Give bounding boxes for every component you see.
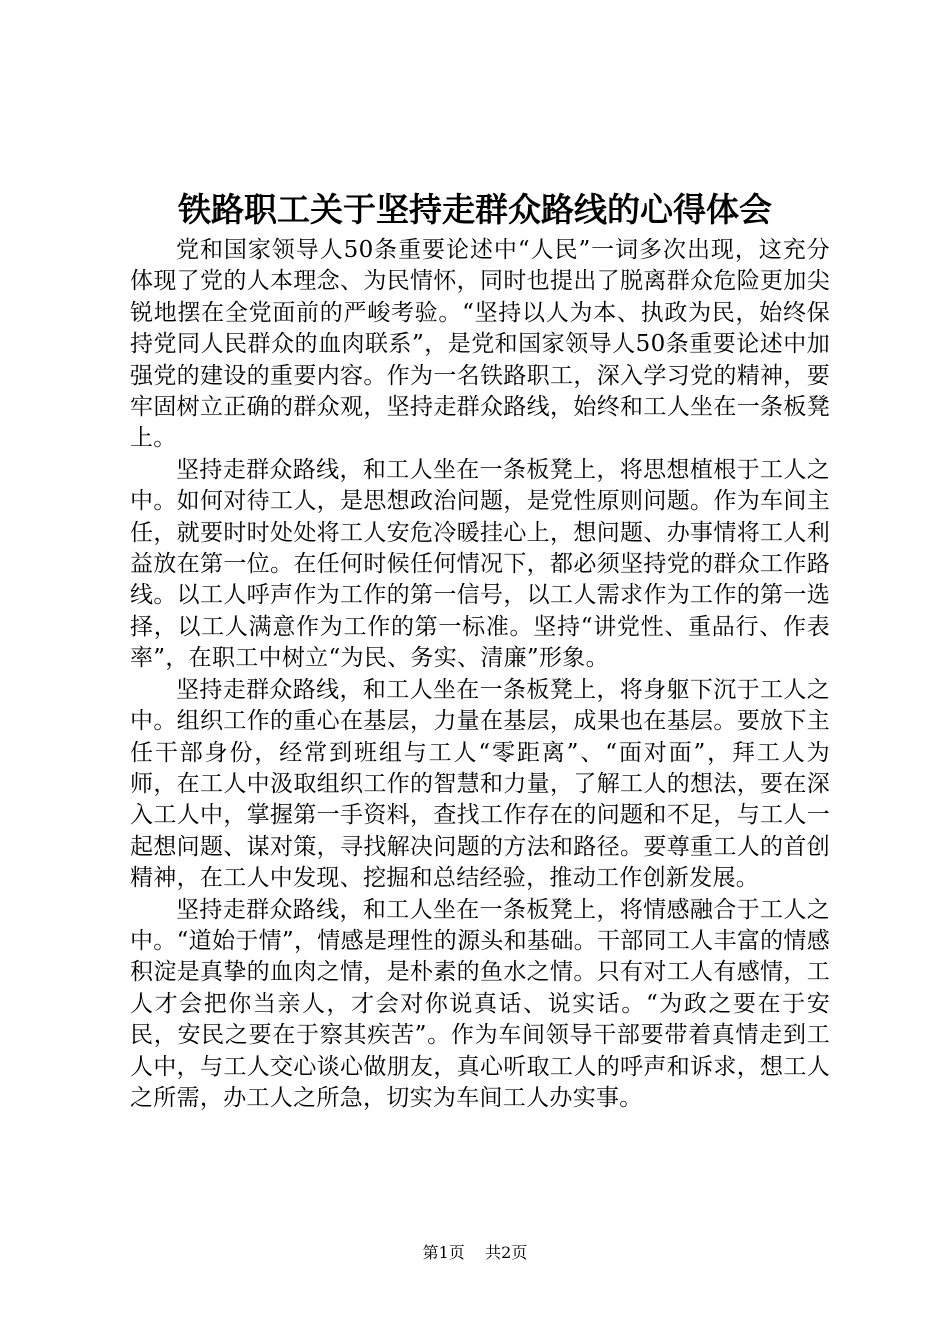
document-title: 铁路职工关于坚持走群众路线的心得体会 (178, 190, 772, 229)
page-number-current: 第1页 (422, 1243, 465, 1262)
paragraph-3: 坚持走群众路线，和工人坐在一条板凳上，将身躯下沉于工人之中。组织工作的重心在基层，力量在基层，成果也在基层。要放下主任干部身份，经常到班组与工人“零距离”、“面对面”，拜工人为师，在工人中汲取组织工作的智慧和力量，了解工人的想法，要在深入工人中，掌握第一手资料，查找工作存在的问题和不足，与工人一起想问题、谋对策，寻找解决问题的方法和路径。要尊重工人的首创精神，在工人中发现、挖掘和总结经验，推动工作创新发展。 (130, 676, 830, 892)
document-body (130, 235, 830, 1114)
page-number-total: 共2页 (485, 1243, 528, 1262)
paragraph-1: 党和国家领导人50条重要论述中“人民”一词多次出现，这充分体现了党的人本理念、为民情怀，同时也提出了脱离群众危险更加尖锐地摆在全党面前的严峻考验。“坚持以人为本、执政为民，始终保持党同人民群众的血肉联系”，是党和国家领导人50条重要论述中加强党的建设的重要内容。作为一名铁路职工，深入学习党的精神，要牢固树立正确的群众观，坚持走群众路线，始终和工人坐在一条板凳上。 (130, 237, 830, 452)
footer-separator (470, 1243, 480, 1262)
page-footer (0, 1242, 950, 1264)
paragraph-4: 坚持走群众路线，和工人坐在一条板凳上，将情感融合于工人之中。“道始于情”，情感是理性的源头和基础。干部同工人丰富的情感积淀是真挚的血肉之情，是朴素的鱼水之情。只有对工人有感情，工人才会把你当亲人，才会对你说真话、说实话。“为政之要在于安民，安民之要在于察其疾苦”。作为车间领导干部要带着真情走到工人中，与工人交心谈心做朋友，真心听取工人的呼声和诉求，想工人之所需，办工人之所急，切实为车间工人办实事。 (130, 896, 830, 1111)
paragraph-2: 坚持走群众路线，和工人坐在一条板凳上，将思想植根于工人之中。如何对待工人，是思想政治问题，是党性原则问题。作为车间主任，就要时时处处将工人安危冷暖挂心上，想问题、办事情将工人利益放在第一位。在任何时候任何情况下，都必须坚持党的群众工作路线。以工人呼声作为工作的第一信号，以工人需求作为工作的第一选择，以工人满意作为工作的第一标准。坚持“讲党性、重品行、作表率”，在职工中树立“为民、务实、清廉”形象。 (130, 456, 830, 672)
